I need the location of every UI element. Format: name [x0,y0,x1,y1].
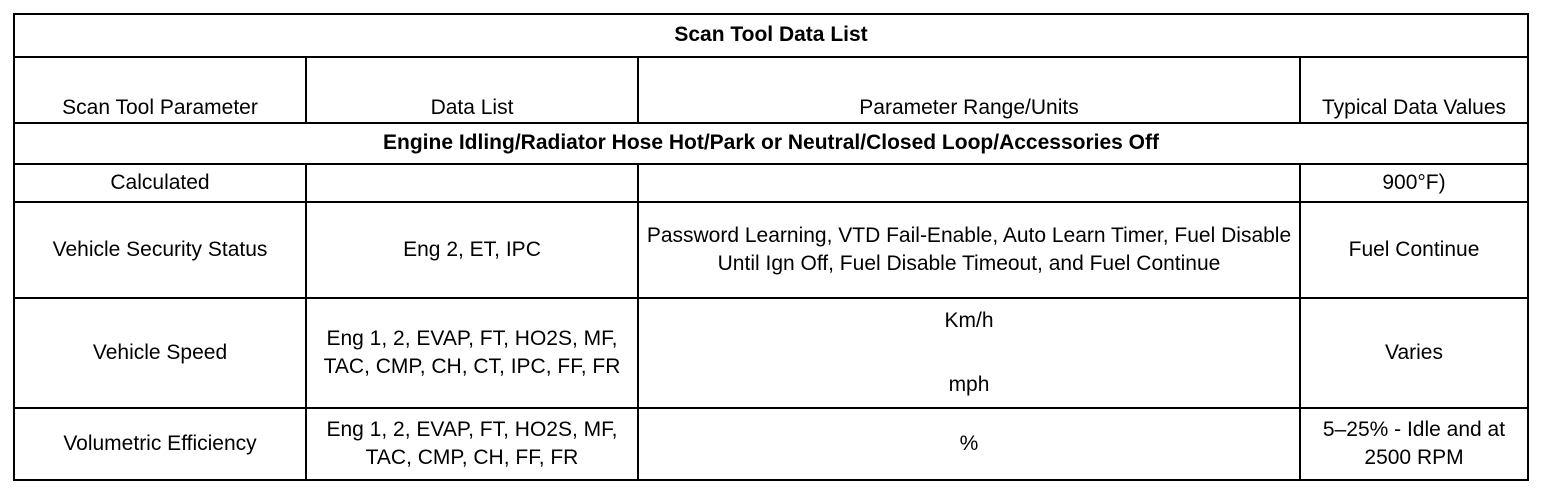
data-list-cell: Eng 1, 2, EVAP, FT, HO2S, MF, TAC, CMP, CH, CT, IPC, FF, FR [306,298,638,408]
header-typical-values: Typical Data Values [1300,57,1528,123]
scan-tool-data-table [13,13,1529,481]
data-list-cell [306,164,638,202]
typical-values-cell: 900°F) [1300,164,1528,202]
table-row [14,408,1528,480]
table-title-row [14,14,1528,57]
header-range-units: Parameter Range/Units [638,57,1300,123]
parameter-cell: Vehicle Speed [14,298,306,408]
table-header-row [14,57,1528,123]
range-units-cell: Password Learning, VTD Fail-Enable, Auto Learn Timer, Fuel Disable Until Ign Off, Fuel Disable Timeout, and Fuel Continue [638,202,1300,298]
table-row [14,298,1528,408]
data-list-cell: Eng 2, ET, IPC [306,202,638,298]
range-units-cell [638,298,1300,408]
condition-row [14,123,1528,164]
range-units-cell: % [638,408,1300,480]
parameter-cell: Calculated [14,164,306,202]
table-row [14,164,1528,202]
range-units-imperial: mph [948,372,990,396]
operating-condition: Engine Idling/Radiator Hose Hot/Park or Neutral/Closed Loop/Accessories Off [14,123,1528,164]
header-parameter: Scan Tool Parameter [14,57,306,123]
range-units-cell [638,164,1300,202]
range-units-split [645,307,1293,399]
table-row [14,202,1528,298]
data-list-cell: Eng 1, 2, EVAP, FT, HO2S, MF, TAC, CMP, CH, FF, FR [306,408,638,480]
parameter-cell: Vehicle Security Status [14,202,306,298]
typical-values-cell: Varies [1300,298,1528,408]
typical-values-cell: Fuel Continue [1300,202,1528,298]
table-title: Scan Tool Data List [14,14,1528,57]
range-units-metric: Km/h [944,309,994,332]
parameter-cell: Volumetric Efficiency [14,408,306,480]
typical-values-cell: 5–25% - Idle and at 2500 RPM [1300,408,1528,480]
header-data-list: Data List [306,57,638,123]
